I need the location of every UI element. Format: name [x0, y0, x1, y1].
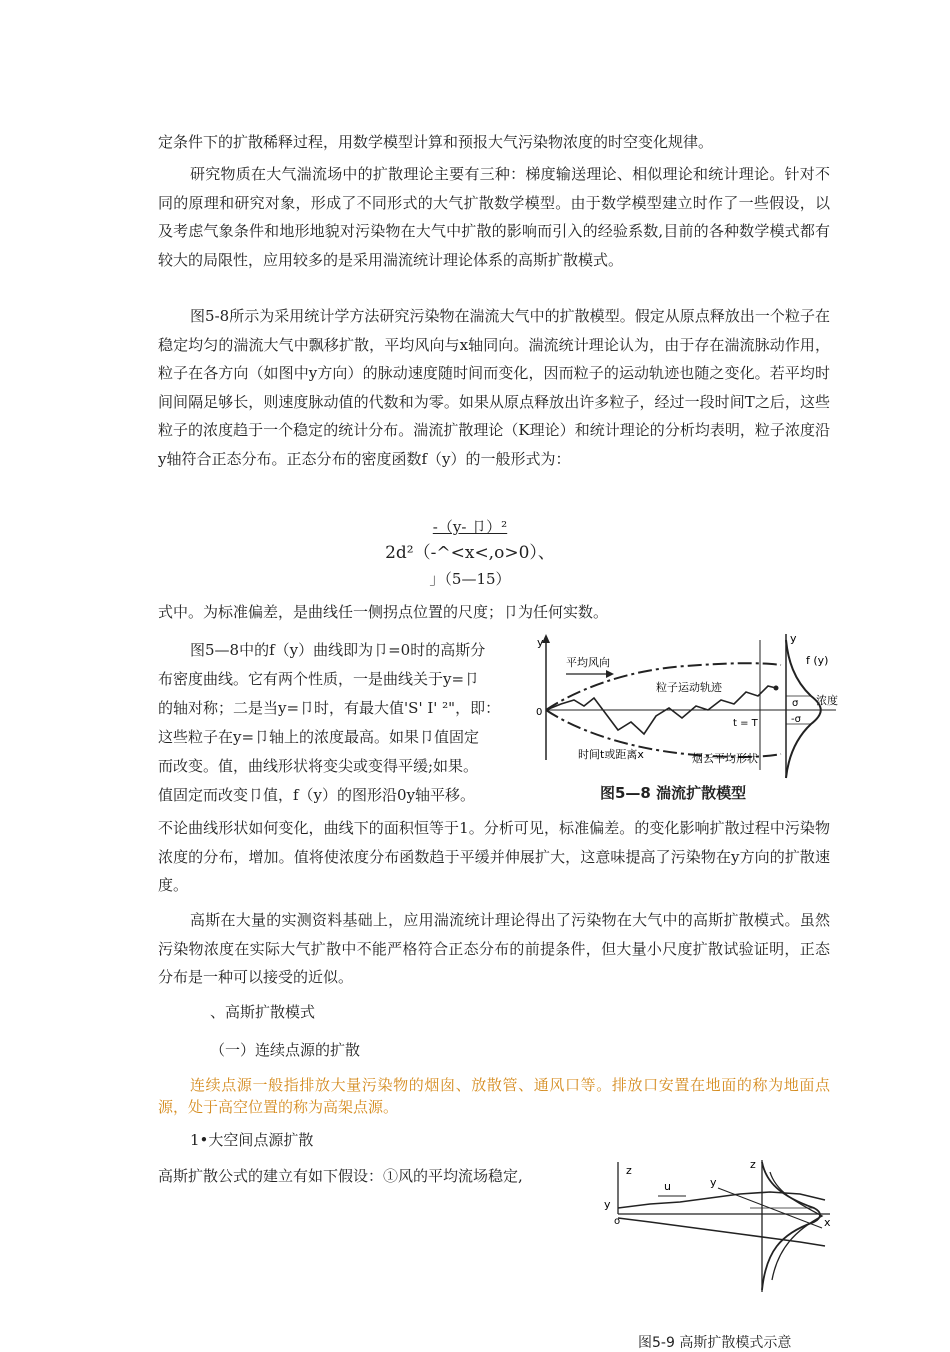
paragraph-gauss-assumptions: 高斯扩散公式的建立有如下假设：①风的平均流场稳定, — [158, 1167, 523, 1185]
paragraph-gauss-curve-line-1 — [158, 636, 538, 665]
formula-line-2: 2d²（-^<x<,o>0）、 — [385, 543, 555, 563]
particle-dot — [774, 686, 779, 691]
figure-5-9-caption: 图5-9 高斯扩散模式示意 — [638, 1335, 792, 1351]
formula-block — [300, 514, 640, 592]
figure-5-8-caption: 图5—8 湍流扩散模型 — [600, 784, 747, 802]
paragraph-point-source-definition: 连续点源一般指排放大量污染物的烟囱、放散管、通风口等。排放口安置在地面的称为地面点源，处于高空位置的称为高架点源。 — [158, 1076, 830, 1116]
label-cloud-shape: 烟云平均形状 — [692, 752, 758, 765]
formula-line-1: -（y- 卩）² — [432, 518, 508, 536]
figure-5-9-diagram — [600, 1152, 840, 1297]
paragraph-gauss-curve-line-2: 布密度曲线。它有两个性质，一是曲线关于y=卩 — [158, 670, 480, 688]
paragraph-curve-area: 不论曲线形状如何变化，曲线下的面积恒等于1。分析可见，标准偏差。的变化影响扩散过程中污染物浓度的分布，增加。值将使浓度分布函数趋于平缓并伸展扩大，这意味提高了污染物在y方向的扩散速度。 — [158, 819, 830, 894]
label-particle-track: 粒子运动轨迹 — [656, 681, 722, 694]
label-y-right: y — [710, 1176, 717, 1189]
label-y-left: y — [537, 636, 544, 649]
label-y-left: y — [604, 1198, 611, 1211]
label-z-right: z — [750, 1158, 756, 1171]
label-t-T: t = T — [733, 718, 758, 729]
label-origin: 0 — [536, 707, 543, 718]
figure-5-8 — [536, 630, 841, 810]
label-sigma: σ — [792, 698, 799, 709]
formula-line-3: 」（5—15） — [429, 570, 511, 588]
label-x: x — [824, 1216, 831, 1229]
figure-5-9 — [600, 1152, 840, 1351]
paragraph-gauss-model: 高斯在大量的实测资料基础上，应用湍流统计理论得出了污染物在大气中的高斯扩散模式。虽然污染物浓度在实际大气扩散中不能严格符合正态分布的前提条件，但大量小尺度扩散试验证明，正态分布是一种可以接受的近似。 — [158, 911, 830, 986]
paragraph-formula-explain: 式中。为标准偏差，是曲线任一侧拐点位置的尺度；卩为任何实数。 — [158, 603, 609, 621]
heading-continuous-point-source: （一）连续点源的扩散 — [210, 1041, 361, 1059]
label-minus-sigma: -σ — [791, 714, 801, 725]
wind-arrow-head-icon — [606, 670, 614, 678]
label-concentration: 浓度 — [816, 694, 838, 707]
paragraph-theories: 研究物质在大气湍流场中的扩散理论主要有三种：梯度输送理论、相似理论和统计理论。针对不同的原理和研究对象，形成了不同形式的大气扩散数学模型。由于数学模型建立时作了一些假设，以及考虑气象条件和地形地貌对污染物在大气中扩散的影响而引入的经验系数,目前的各种数学模式都有较大的局限性，应用较多的是采用湍流统计理论体系的高斯扩散模式。 — [158, 165, 830, 269]
paragraph-statistical-model: 图5-8所示为采用统计学方法研究污染物在湍流大气中的扩散模型。假定从原点释放出一个粒子在稳定均匀的湍流大气中飘移扩散，平均风向与x轴同向。湍流统计理论认为，由于存在湍流脉动作用，粒子在各方向（如图中y方向）的脉动速度随时间而变化，因而粒子的运动轨迹也随之变化。若平均时间间隔足够长，则速度脉动值的代数和为零。如果从原点释放出许多粒子，经过一段时间T之后，这些粒子的浓度趋于一个稳定的统计分布。湍流扩散理论（K理论）和统计理论的分析均表明，粒子浓度沿y轴符合正态分布。正态分布的密度函数f（y）的一般形式为： — [158, 307, 830, 468]
label-origin: o — [614, 1216, 621, 1227]
label-z-left: z — [626, 1164, 632, 1177]
heading-gauss-diffusion-model: 、高斯扩散模式 — [210, 1003, 316, 1021]
paragraph-intro-continued: 定条件下的扩散稀释过程，用数学模型计算和预报大气污染物浓度的时空变化规律。 — [158, 133, 714, 151]
gaussian-profile-vertical — [762, 1162, 820, 1290]
text-line: 图5—8中的f（y）曲线即为卩=0时的高斯分 — [190, 641, 486, 659]
paragraph-gauss-curve-line-4: 这些粒子在y=卩轴上的浓度最高。如果卩值固定 — [158, 728, 480, 746]
paragraph-gauss-curve-line-6: 值固定而改变卩值，f（y）的图形沿0y轴平移。 — [158, 786, 476, 804]
heading-large-space-point-source: 1•大空间点源扩散 — [190, 1131, 314, 1149]
figure-5-8-diagram — [536, 630, 841, 780]
label-u: u — [664, 1180, 671, 1193]
label-mean-wind: 平均风向 — [566, 656, 610, 669]
label-time-distance: 时间t或距离x — [578, 748, 644, 761]
label-y-right: y — [790, 632, 797, 645]
label-fy: f (y) — [806, 654, 829, 667]
paragraph-gauss-curve-line-5: 而改变。值，曲线形状将变尖或变得平缓;如果。 — [158, 757, 479, 775]
paragraph-gauss-curve-line-3: 的轴对称；二是当y=卩时，有最大值'S' I' ²"，即： — [158, 699, 501, 717]
